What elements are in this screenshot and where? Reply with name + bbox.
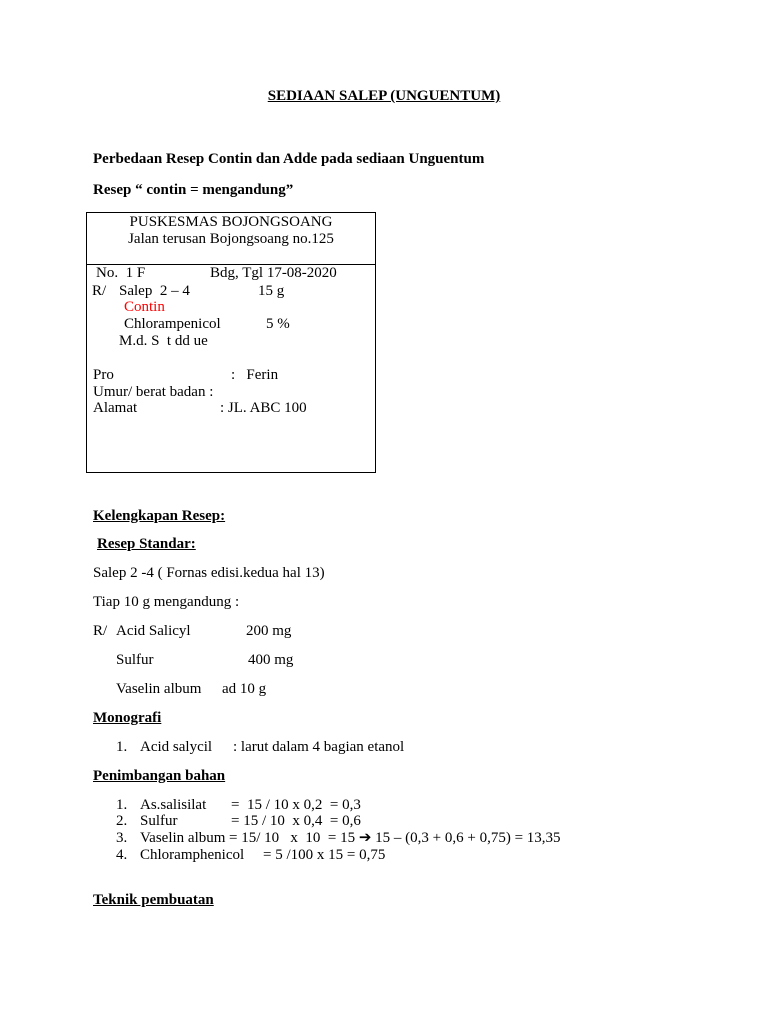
rx-item1-qty: 15 g [258,283,285,299]
pro-label: Pro [93,367,114,383]
monografi-heading: Monografi [93,710,162,726]
rx-item2-qty: 5 % [266,316,290,332]
penimbangan-item-name: Chloramphenicol [140,847,245,863]
monografi-item-num: 1. [116,739,128,755]
pro-value: : Ferin [231,367,279,383]
penimbangan-item-name: Sulfur [140,813,178,829]
penimbangan-item-num: 3. [116,830,128,846]
prescription-date: Bdg, Tgl 17-08-2020 [210,265,337,281]
clinic-address: Jalan terusan Bojongsoang no.125 [128,231,334,247]
standar-item-prefix: R/ [93,623,108,639]
standar-reference: Salep 2 -4 ( Fornas edisi.kedua hal 13) [93,565,325,581]
penimbangan-item-name: As.salisilat [140,797,207,813]
clinic-name: PUSKESMAS BOJONGSOANG [129,214,333,230]
penimbangan-item-calc: = 15 / 10 x 0,4 = 0,6 [231,813,361,829]
document-title: SEDIAAN SALEP (UNGUENTUM) [267,88,501,104]
rx-prefix: R/ [92,283,107,299]
section-subtitle: Perbedaan Resep Contin dan Adde pada sediaan Unguentum [93,151,485,167]
penimbangan-item-name: Vaselin album [140,830,226,846]
penimbangan-item-calc: = 15/ 10 x 10 = 15 ➔ 15 – (0,3 + 0,6 + 0,75) = 13,35 [229,830,561,846]
teknik-heading: Teknik pembuatan [93,892,214,908]
standar-item-name: Acid Salicyl [116,623,191,639]
monografi-item-name: Acid salycil [140,739,213,755]
alamat-label: Alamat [93,400,138,416]
penimbangan-item-num: 4. [116,847,128,863]
penimbangan-item-calc: = 15 / 10 x 0,2 = 0,3 [231,797,361,813]
penimbangan-item-num: 2. [116,813,128,829]
standar-item-name: Sulfur [116,652,154,668]
standar-item-qty: 400 mg [248,652,294,668]
standar-item-qty: ad 10 g [222,681,267,697]
contin-label: Contin [124,299,165,315]
prescription-number: No. 1 F [96,265,146,281]
alamat-value: : JL. ABC 100 [220,400,307,416]
kelengkapan-heading: Kelengkapan Resep: [93,508,226,524]
penimbangan-heading: Penimbangan bahan [93,768,226,784]
rx-signa: M.d. S t dd ue [119,333,208,349]
rx-item2-name: Chlorampenicol [124,316,221,332]
standar-item-qty: 200 mg [246,623,292,639]
resep-heading: Resep “ contin = mengandung” [93,182,294,198]
standar-heading: Resep Standar: [97,536,196,552]
rx-item1-name: Salep 2 – 4 [119,283,190,299]
penimbangan-item-calc: = 5 /100 x 15 = 0,75 [263,847,386,863]
per-10g-text: Tiap 10 g mengandung : [93,594,240,610]
monografi-item-desc: : larut dalam 4 bagian etanol [233,739,405,755]
penimbangan-item-num: 1. [116,797,128,813]
umur-label: Umur/ berat badan : [93,384,214,400]
standar-item-name: Vaselin album [116,681,202,697]
